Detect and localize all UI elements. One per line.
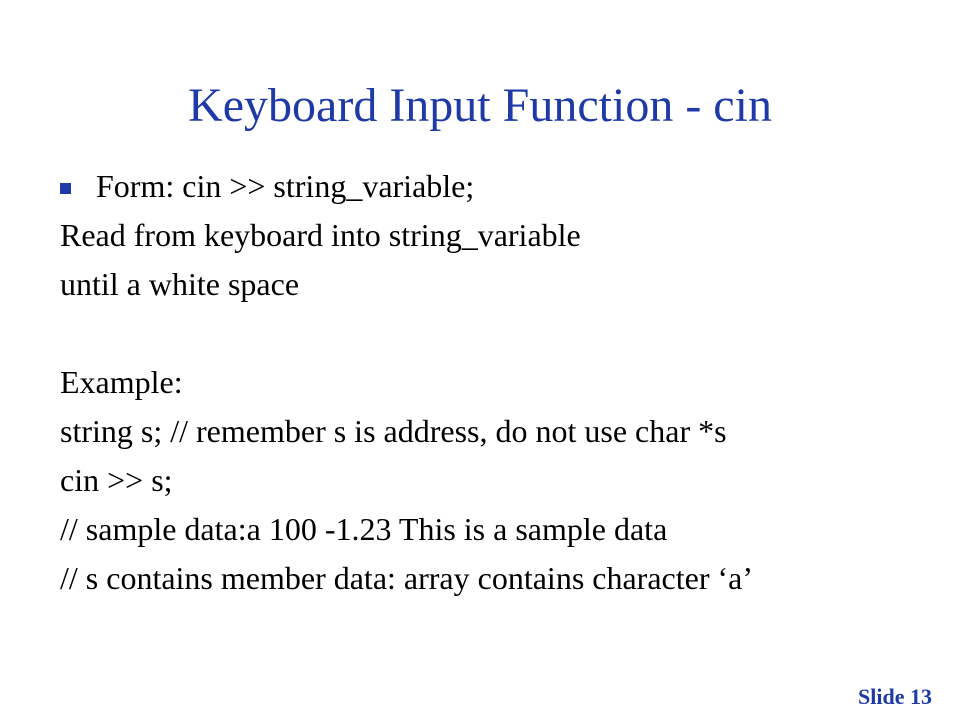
body-line-example: Example: [60,364,183,400]
code-line-cin: cin >> s; [60,462,173,498]
body-line-read: Read from keyboard into string_variable [60,217,581,253]
bullet-item [60,164,474,208]
code-line-sample-data: // sample data:a 100 -1.23 This is a sample data [60,511,668,547]
slide-title: Keyboard Input Function - cin [188,79,772,132]
code-line-contents: // s contains member data: array contains character ‘a’ [60,560,753,596]
bullet-text: Form: cin >> string_variable; [96,167,475,204]
slide-number: Slide 13 [858,684,932,709]
body-line-until: until a white space [60,266,300,302]
square-bullet-icon [60,183,71,194]
code-line-declaration: string s; // remember s is address, do not use char *s [60,413,727,449]
